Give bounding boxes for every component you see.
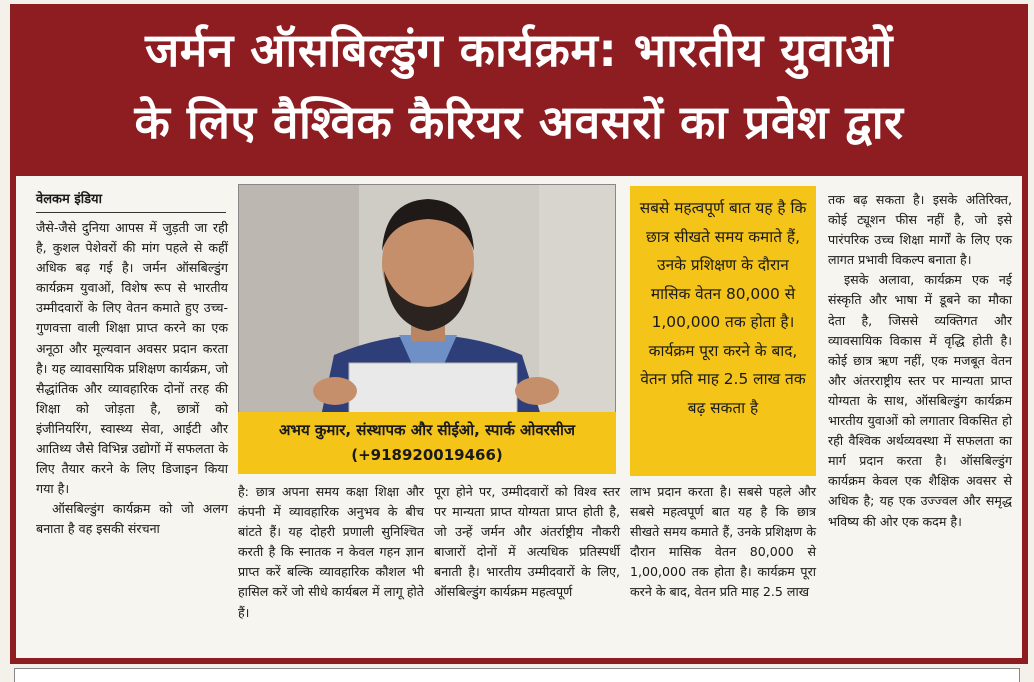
column-1 (36, 218, 228, 540)
column-1-paragraph-2: ऑसबिल्डुंग कार्यक्रम को जो अलग बनाता है वह इसकी संरचना (36, 501, 228, 537)
pull-quote: सबसे महत्वपूर्ण बात यह है कि छात्र सीखते समय कमाते हैं, उनके प्रशिक्षण के दौरान मासिक वेतन 80,000 से 1,00,000 तक होता है। कार्यक्रम पूरा करने के बाद, वेतन प्रति माह 2.5 लाख तक बढ़ सकता है (630, 186, 816, 476)
next-article-edge (14, 668, 1020, 682)
column-1-paragraph-1: जैसे-जैसे दुनिया आपस में जुड़ती जा रही है, कुशल पेशेवरों की मांग पहले से कहीं अधिक बढ़ गई है। जर्मन ऑसबिल्डुंग कार्यक्रम युवाओं, विशेष रूप से भारतीय उम्मीदवारों के लिए वेतन कमाते हुए उच्च-गुणवत्ता वाली शिक्षा प्राप्त करने का एक अनूठा और मूल्यवान अवसर प्रदान करता है। यह व्यावसायिक प्रशिक्षण कार्यक्रम, जो सैद्धांतिक और व्यावहारिक दोनों तरह की शिक्षा को जोड़ता है, छात्रों को इंजीनियरिंग, स्वास्थ्य सेवा, आईटी और आतिथ्य जैसे विभिन्न उद्योगों में सफलता के लिए तैयार करने के लिए डिजाइन किया गया है। (36, 220, 228, 497)
headline-line-1: जर्मन ऑसबिल्डुंग कार्यक्रम: भारतीय युवाओं (145, 23, 893, 77)
caption-phone: (+918920019466) (351, 446, 503, 464)
column-5 (828, 190, 1012, 532)
column-4: लाभ प्रदान करता है। सबसे पहले और सबसे महत्वपूर्ण बात यह है कि छात्र सीखते समय कमाते हैं, उनके प्रशिक्षण के दौरान मासिक वेतन 80,000 से 1,00,000 तक होता है। कार्यक्रम पूरा करने के बाद, वेतन प्रति माह 2.5 लाख (630, 484, 816, 600)
column-3: पूरा होने पर, उम्मीदवारों को विश्व स्तर पर मान्यता प्राप्त योग्यता प्राप्त होती है, जो उन्हें जर्मन और अंतर्राष्ट्रीय नौकरी बाजारों दोनों में अत्यधिक प्रतिस्पर्धी बनाती है। भारतीय उम्मीदवारों के लिए, ऑसबिल्डुंग कार्यक्रम महत्वपूर्ण (434, 484, 620, 600)
article-frame (10, 4, 1028, 664)
headline (10, 4, 1028, 172)
headline-line-2: के लिए वैश्विक कैरियर अवसरों का प्रवेश द्वार (134, 95, 904, 149)
byline-divider (36, 212, 226, 213)
caption-name: अभय कुमार, संस्थापक और सीईओ, स्पार्क ओवरसीज (278, 421, 576, 439)
column-5-paragraph-2: इसके अलावा, कार्यक्रम एक नई संस्कृति और भाषा में डूबने का मौका देता है, जिससे व्यक्तिगत और व्यावसायिक विकास में वृद्धि होती है। कोई छात्र ऋण नहीं, एक मजबूत वेतन और अंतरराष्ट्रीय स्तर पर मान्यता प्राप्त योग्यता के साथ, ऑसबिल्डुंग कार्यक्रम भारतीय युवाओं को लगातार विकसित हो रही वैश्विक अर्थव्यवस्था में सफलता का मार्ग प्रदान करता है। ऑसबिल्डुंग कार्यक्रम केवल एक शैक्षिक अवसर से अधिक है; यह एक उज्ज्वल और समृद्ध भविष्य की ओर एक कदम है। (828, 272, 1012, 529)
photo-caption (238, 412, 616, 474)
byline: वेलकम इंडिया (36, 192, 102, 207)
article-body (16, 176, 1022, 658)
column-2: है: छात्र अपना समय कक्षा शिक्षा और कंपनी में व्यावहारिक अनुभव के बीच बांटते हैं। यह दोहरी प्रणाली सुनिश्चित करती है कि स्नातक न केवल गहन ज्ञान प्राप्त करें बल्कि व्यावहारिक कौशल भी हासिल करें जो सीधे कार्यबल में लागू होते हैं। (238, 484, 424, 620)
column-5-paragraph-1: तक बढ़ सकता है। इसके अतिरिक्त, कोई ट्यूशन फीस नहीं है, जो इसे पारंपरिक उच्च शिक्षा मार्गों के लिए एक लागत प्रभावी विकल्प बनाता है। (828, 192, 1012, 268)
